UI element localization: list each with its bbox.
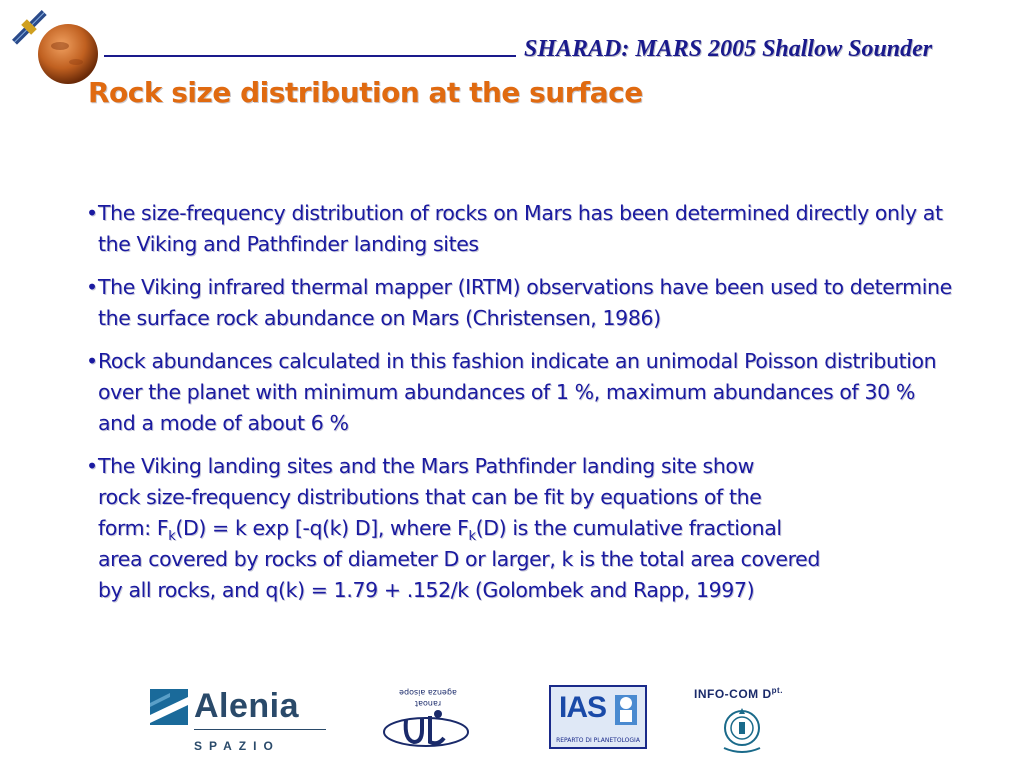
bullet-line: by all rocks, and q(k) = 1.79 + .152/k (Golombek and Rapp, 1997) [98, 578, 755, 602]
formula-part: (D) is the cumulative fractional [475, 516, 782, 540]
slide-title: Rock size distribution at the surface [88, 76, 643, 109]
ias-planetology-logo [549, 685, 647, 749]
bullet-line: area covered by rocks of diameter D or larger, k is the total area covered [98, 547, 820, 571]
infocom-sup: pt. [771, 686, 783, 695]
alenia-name: Alenia [194, 687, 300, 725]
infocom-name-text: INFO-COM D [694, 687, 772, 701]
university-logo [378, 688, 478, 758]
header-title: SHARAD: MARS 2005 Shallow Sounder [524, 36, 933, 62]
bullet-text: The size-frequency distribution of rocks on Mars has been determined directly only at the Viking and Pathfinder landing sites [98, 201, 943, 256]
bullet-dot: • [86, 454, 98, 478]
orbit-emblem-icon [378, 708, 478, 764]
bullet-line: The Viking landing sites and the Mars Pathfinder landing site show [98, 454, 754, 478]
ias-name: IAS [559, 691, 607, 724]
bullet-line-formula [98, 513, 956, 544]
bullet-text: Rock abundances calculated in this fashion indicate an unimodal Poisson distribution over the planet with minimum abundances of 1 %, maximum abundances of 30 % and a mode of about 6 % [98, 349, 937, 435]
bullet-item [86, 198, 956, 260]
infocom-logo [694, 686, 804, 761]
crest-emblem-icon [720, 704, 764, 756]
infocom-name [694, 686, 783, 701]
alenia-mark-icon [150, 689, 190, 729]
formula-part: (D) = k exp [-q(k) D], where F [175, 516, 469, 540]
formula-subscript: k [168, 529, 176, 545]
uni-text-line1: agenza aisope [399, 688, 457, 697]
header-divider [104, 55, 516, 57]
alenia-sub: SPAZIO [194, 739, 280, 753]
formula-part: form: F [98, 516, 169, 540]
sponsor-logos [0, 680, 1024, 768]
bullet-dot: • [86, 349, 98, 373]
slide-body [86, 198, 956, 618]
uni-text-line2: ranoat [414, 699, 442, 708]
bullet-dot: • [86, 275, 98, 299]
bullet-text: The Viking infrared thermal mapper (IRTM) observations have been used to determine the surface rock abundance on Mars (Christensen, 1986) [98, 275, 952, 330]
ias-subtitle: REPARTO DI PLANETOLOGIA [556, 737, 640, 744]
bullet-item [86, 451, 956, 606]
bullet-item [86, 272, 956, 334]
formula-subscript: k [468, 529, 476, 545]
bullet-dot: • [86, 201, 98, 225]
bullet-item [86, 346, 956, 439]
bullet-line: rock size-frequency distributions that can be fit by equations of the [98, 485, 762, 509]
alenia-spazio-logo [150, 685, 330, 757]
alenia-divider [194, 729, 326, 730]
astronaut-icon [611, 693, 641, 727]
